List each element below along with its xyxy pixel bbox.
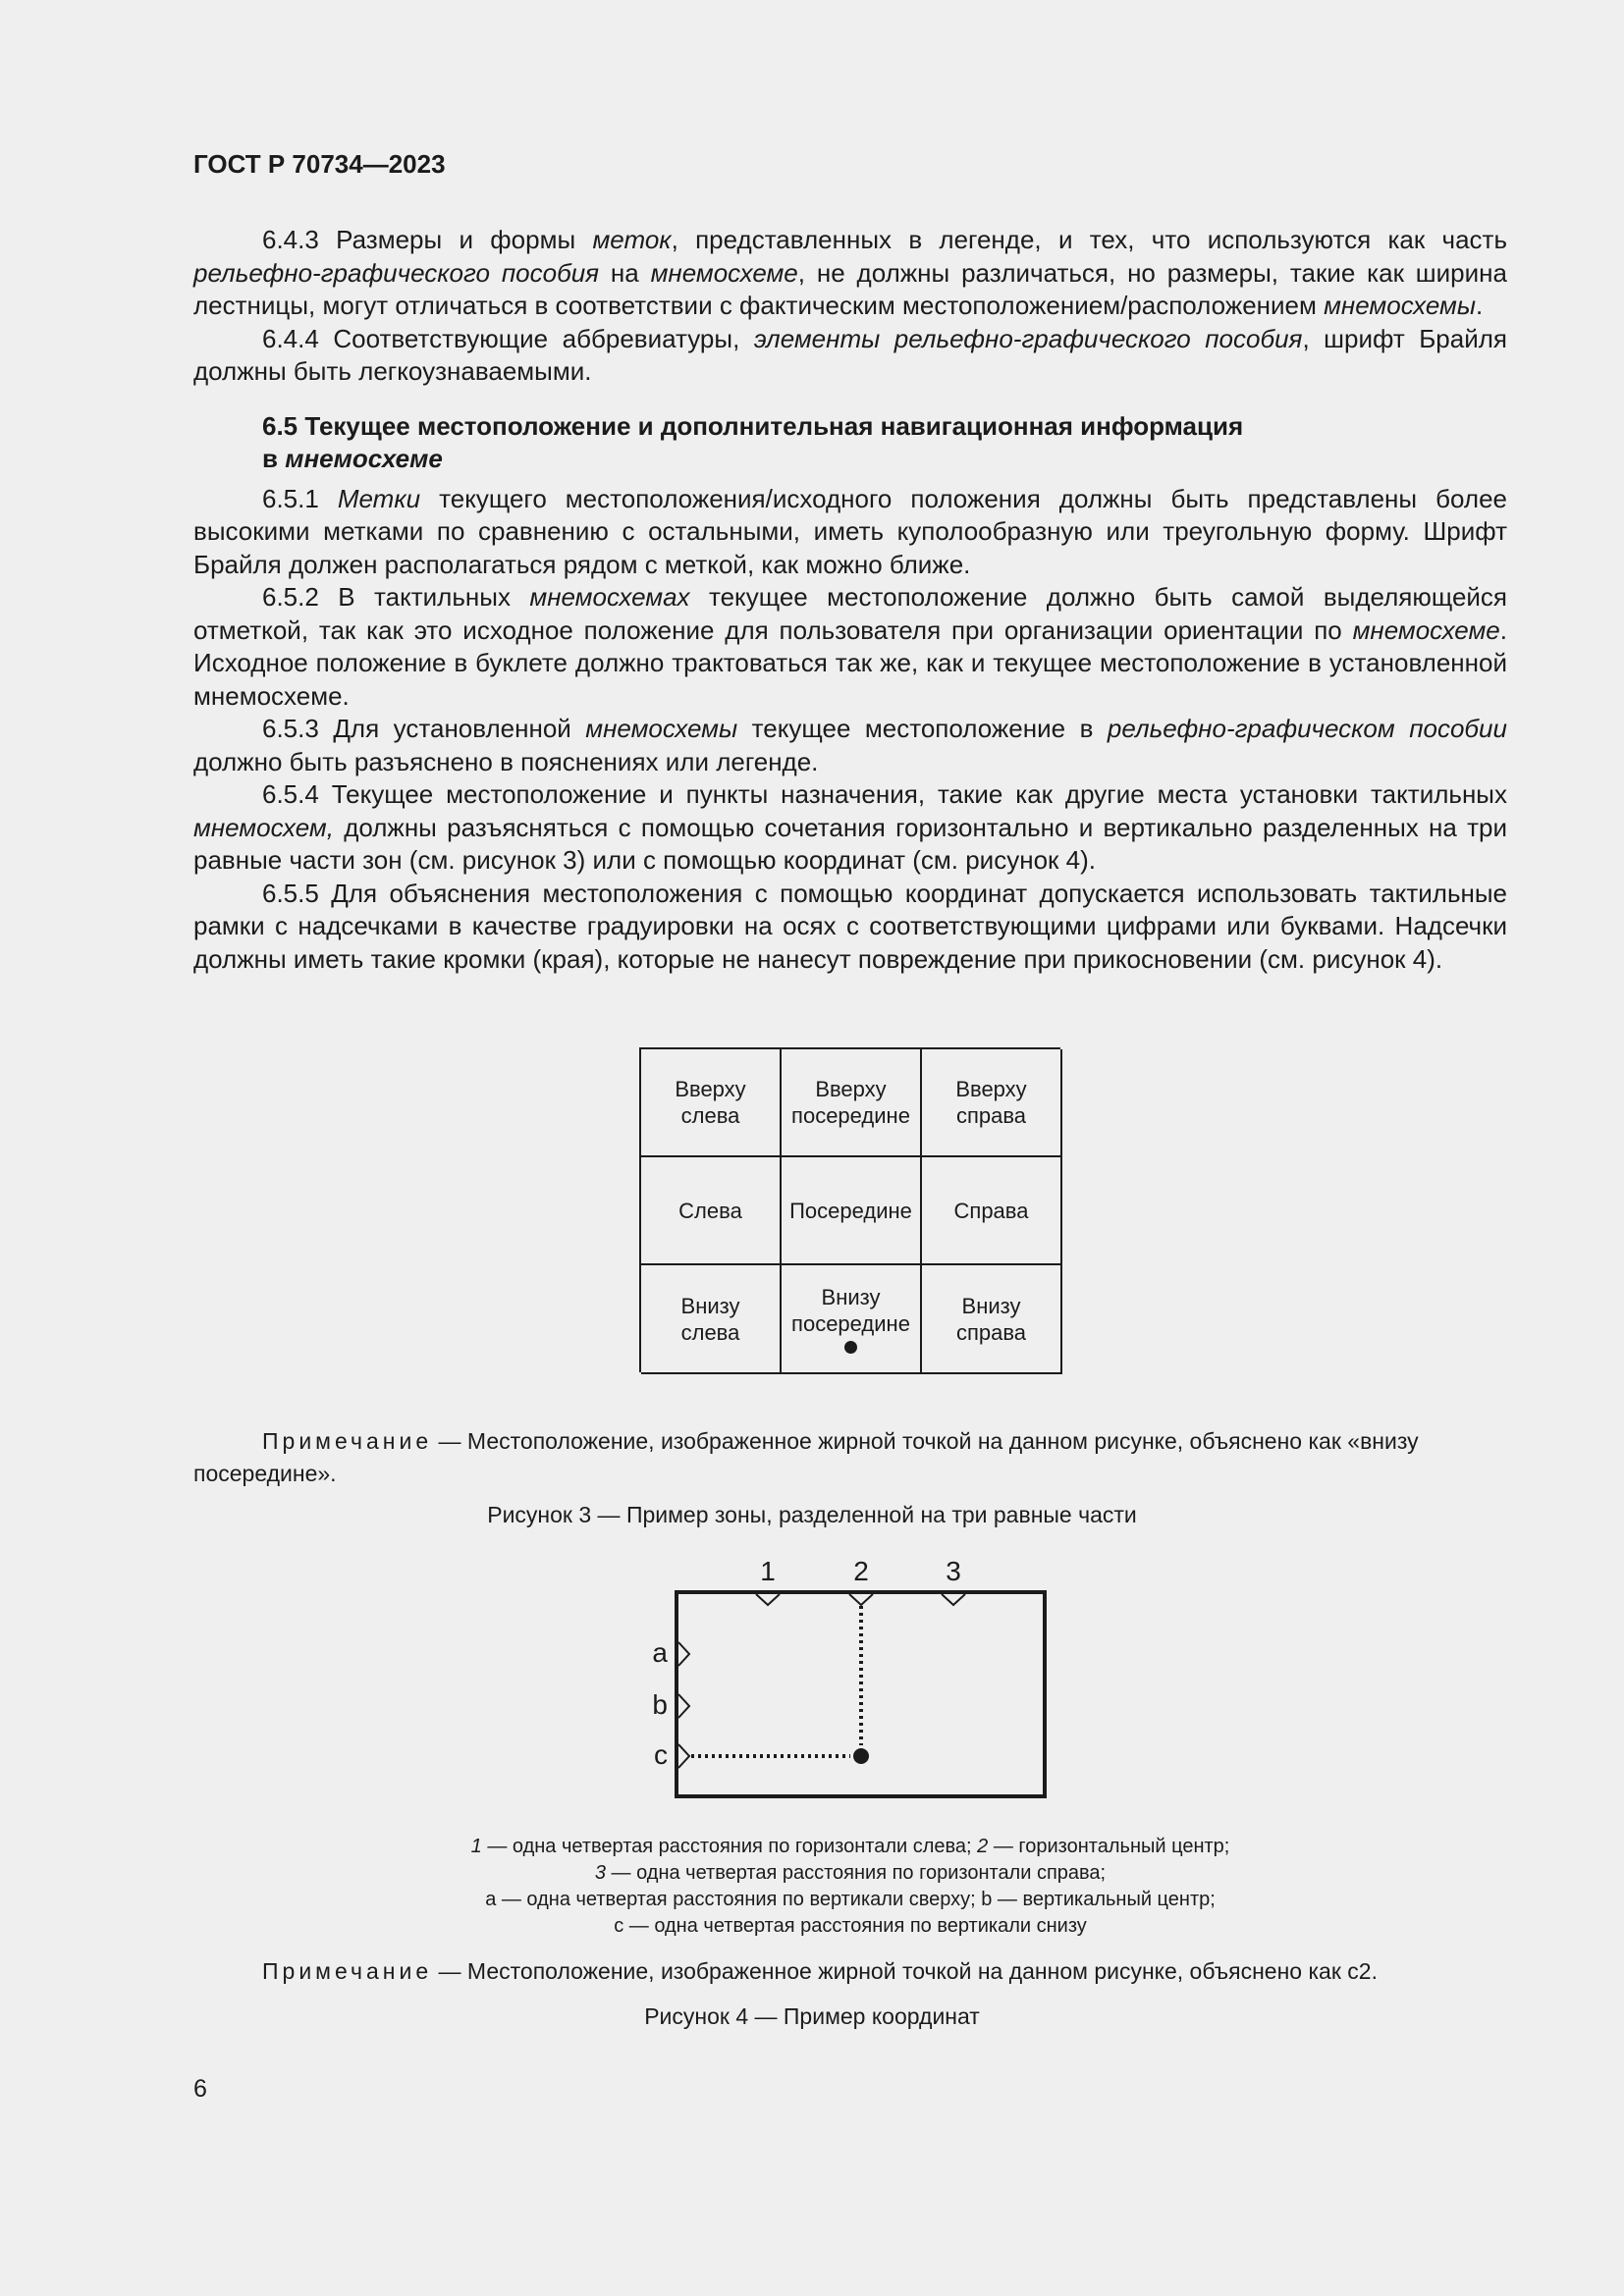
zone-cell: Вверху слева bbox=[641, 1049, 782, 1157]
notch-marker bbox=[849, 1594, 873, 1605]
row-label: a bbox=[652, 1637, 668, 1668]
notch-marker bbox=[756, 1594, 780, 1605]
figure-4-coordinates bbox=[628, 1551, 1080, 1806]
column-label: 1 bbox=[760, 1556, 776, 1586]
note-text: — Местоположение, изображенное жирной точкой на данном рисунке, объяснено как «внизу посередине». bbox=[193, 1428, 1419, 1486]
location-dot bbox=[844, 1341, 857, 1354]
legend-line: 1 — одна четвертая расстояния по горизонтали слева; 2 — горизонтальный центр; bbox=[470, 1836, 1230, 1857]
column-label: 3 bbox=[946, 1556, 961, 1586]
zone-cell: Внизу справа bbox=[922, 1265, 1062, 1374]
paragraph-6-4-3: 6.4.3 Размеры и формы меток, представленных в легенде, и тех, что используются как часть рельефно-графического пособия на мнемосхеме, не должны различаться, но размеры, такие как ширина лестницы, могут отличаться в соответствии с фактическим местоположением/расположением мнемосхемы. bbox=[193, 225, 1507, 320]
paragraph-6-5-2: 6.5.2 В тактильных мнемосхемах текущее местоположение должно быть самой выделяющейся отметкой, так как это исходное положение для пользователя при организации ориентации по мнемосхеме. Исходное положение в буклете должно трактоваться так же, как и текущее местоположение в установленной мнемосхеме. bbox=[193, 582, 1508, 711]
zone-cell: Слева bbox=[641, 1157, 782, 1265]
notch-marker bbox=[942, 1594, 965, 1605]
body-text bbox=[193, 224, 1507, 976]
paragraph-6-5-3: 6.5.3 Для установленной мнемосхемы текущее местоположение в рельефно-графическом пособии должно быть разъяснено в пояснениях или легенде. bbox=[193, 714, 1507, 776]
figure-4-caption: Рисунок 4 — Пример координат bbox=[644, 2003, 980, 2029]
paragraph-6-5-5: 6.5.5 Для объяснения местоположения с помощью координат допускается использовать тактильные рамки с надсечками в качестве градуировки на осях с соответствующими цифрами или буквами. Надсечки должны иметь такие кромки (края), которые не нанесут повреждение при прикосновении (см. рисунок 4). bbox=[193, 878, 1507, 974]
zone-cell-marked: Внизу посередине bbox=[782, 1265, 922, 1374]
figure-3-note bbox=[193, 1425, 1507, 1490]
figure-4-note bbox=[193, 1955, 1507, 1988]
legend-line: 3 — одна четвертая расстояния по горизонтали справа; bbox=[594, 1862, 1107, 1884]
figure-3-zone-grid bbox=[639, 1047, 1060, 1372]
document-header: ГОСТ Р 70734—2023 bbox=[193, 149, 446, 179]
figure-4-legend bbox=[193, 1834, 1507, 1940]
page-number: 6 bbox=[193, 2075, 207, 2103]
note-label: Примечание bbox=[262, 1428, 433, 1454]
row-label: c bbox=[654, 1739, 668, 1770]
zone-cell: Внизу слева bbox=[641, 1265, 782, 1374]
note-label: Примечание bbox=[262, 1958, 433, 1984]
notch-marker bbox=[678, 1744, 689, 1768]
legend-line: с — одна четвертая расстояния по вертикали снизу bbox=[614, 1915, 1087, 1937]
notch-marker bbox=[678, 1694, 689, 1718]
paragraph-6-5-1: 6.5.1 Метки текущего местоположения/исходного положения должны быть представлены более высокими метками по сравнению с остальными, иметь куполообразную или треугольную форму. Шрифт Брайля должен располагаться рядом с меткой, как можно ближе. bbox=[193, 483, 1507, 579]
column-label: 2 bbox=[853, 1556, 869, 1586]
location-dot bbox=[853, 1748, 869, 1764]
paragraph-6-5-4: 6.5.4 Текущее местоположение и пункты назначения, такие как другие места установки тактильных мнемосхем, должны разъясняться с помощью сочетания горизонтально и вертикально разделенных на три равные части зон (см. рисунок 3) или с помощью координат (см. рисунок 4). bbox=[193, 779, 1507, 875]
zone-cell: Посередине bbox=[782, 1157, 922, 1265]
section-heading-6-5: 6.5 Текущее местоположение и дополнительная навигационная информация в мнемосхеме bbox=[262, 410, 1244, 473]
note-text: — Местоположение, изображенное жирной точкой на данном рисунке, объяснено как с2. bbox=[432, 1958, 1378, 1984]
zone-cell: Вверху посередине bbox=[782, 1049, 922, 1157]
notch-marker bbox=[678, 1642, 689, 1666]
figure-3-caption: Рисунок 3 — Пример зоны, разделенной на три равные части bbox=[487, 1502, 1137, 1527]
zone-cell: Вверху справа bbox=[922, 1049, 1062, 1157]
legend-line: а — одна четвертая расстояния по вертикали сверху; b — вертикальный центр; bbox=[485, 1889, 1216, 1910]
row-label: b bbox=[652, 1689, 668, 1720]
paragraph-6-4-4: 6.4.4 Соответствующие аббревиатуры, элементы рельефно-графического пособия, шрифт Брайля должны быть легкоузнаваемыми. bbox=[193, 323, 1507, 386]
zone-cell: Справа bbox=[922, 1157, 1062, 1265]
coordinate-frame bbox=[677, 1592, 1045, 1796]
